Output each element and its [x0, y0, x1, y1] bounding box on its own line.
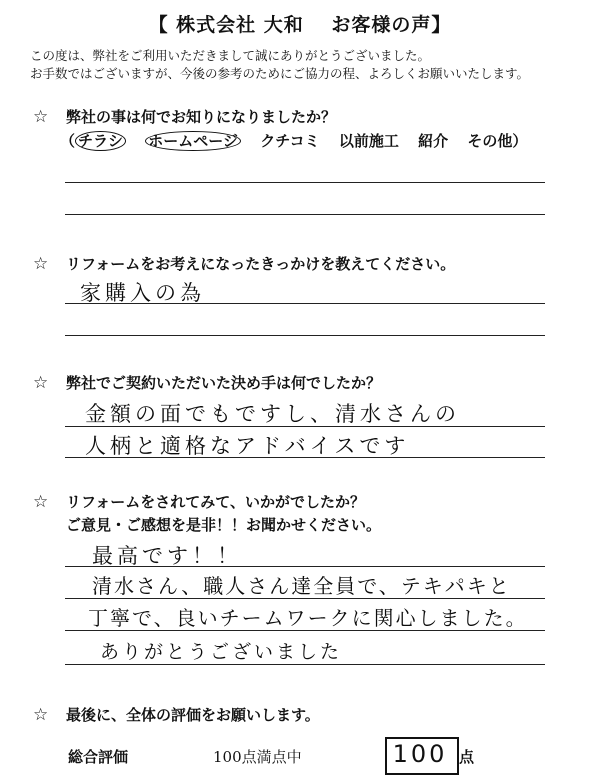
rating-scale: 100点満点中	[213, 748, 302, 766]
page-title: 【 株式会社 大和 お客様の声】	[148, 14, 452, 36]
score-unit: 点	[459, 748, 475, 766]
star-icon: ☆	[33, 492, 49, 512]
question-3: 弊社でご契約いただいた決め手は何でしたか？	[66, 374, 382, 392]
answer-4-line-4: ありがとうございました	[100, 641, 343, 663]
answer-line	[65, 457, 545, 458]
option-chirashi: チラシ	[75, 131, 126, 151]
answer-line	[65, 598, 545, 599]
answer-4-line-1: 最高です！！	[92, 544, 242, 568]
star-icon: ☆	[33, 705, 49, 725]
option-referral: 紹介	[418, 132, 449, 150]
question-4-line-1: リフォームをされてみて、いかがでしたか？	[66, 493, 365, 511]
answer-line	[65, 303, 545, 304]
answer-line	[65, 426, 545, 427]
answer-3-line-2: 人柄と適格なアドバイスです	[85, 434, 410, 458]
overall-rating-label: 総合評価	[68, 748, 129, 766]
options-open-paren: （	[60, 132, 76, 150]
option-other: その他）	[467, 132, 528, 150]
intro-line-2: お手数ではございますが、今後の参考のためにご協力の程、よろしくお願いいたします。	[30, 66, 530, 81]
answer-line	[65, 182, 545, 183]
star-icon: ☆	[33, 373, 49, 393]
question-1: 弊社の事は何でお知りになりましたか？	[66, 108, 337, 126]
intro-line-1: この度は、弊社をご利用いただきまして誠にありがとうございました。	[30, 48, 431, 63]
option-homepage: ホームページ	[145, 131, 241, 151]
answer-line	[65, 214, 545, 215]
star-icon: ☆	[33, 107, 49, 127]
option-kuchikomi: クチコミ	[260, 132, 320, 150]
question-5: 最後に、全体の評価をお願いします。	[66, 706, 320, 724]
answer-2: 家購入の為	[80, 281, 205, 305]
answer-line	[65, 335, 545, 336]
answer-4-line-2: 清水さん、職人さん達全員で、テキパキと	[92, 574, 511, 598]
answer-3-line-1: 金額の面でもですし、清水さんの	[85, 402, 460, 426]
answer-line	[65, 566, 545, 567]
answer-line	[65, 664, 545, 665]
score-value: 100	[392, 740, 448, 768]
question-4-line-2: ご意見・ご感想を是非！！お聞かせください。	[66, 516, 382, 534]
answer-line	[65, 630, 545, 631]
option-previous-work: 以前施工	[338, 132, 399, 150]
star-icon: ☆	[33, 254, 49, 274]
source-options	[60, 130, 541, 151]
answer-4-line-3: 丁寧で、良いチームワークに関心しました。	[88, 606, 528, 630]
question-2: リフォームをお考えになったきっかけを教えてください。	[66, 255, 456, 273]
